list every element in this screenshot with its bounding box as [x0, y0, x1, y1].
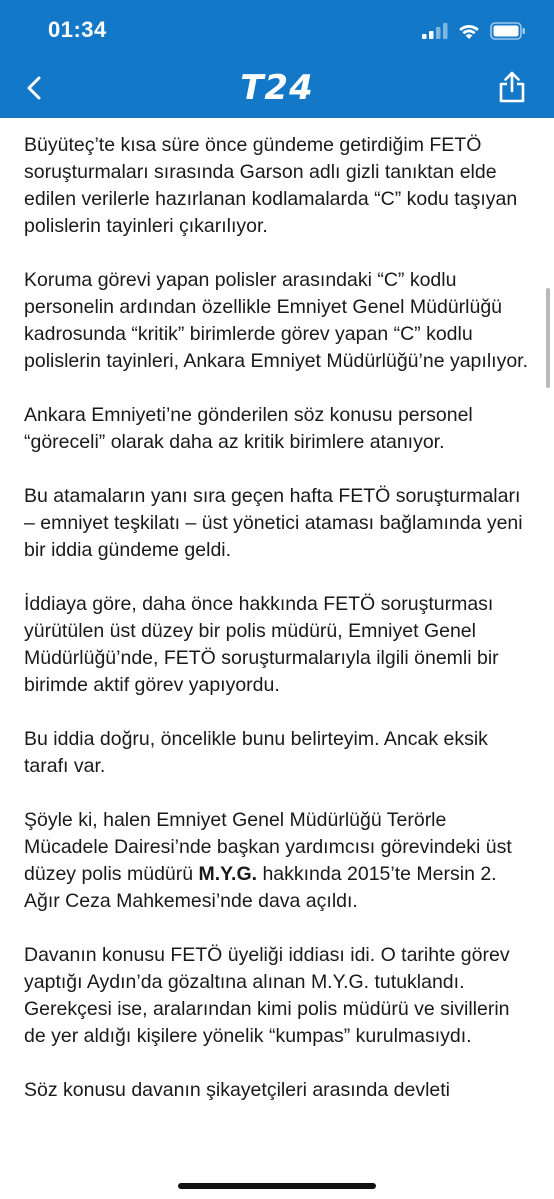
article-paragraph: Bu atamaların yanı sıra geçen hafta FETÖ soruşturmaları – emniyet teşkilatı – üst yönetici ataması bağlamında yeni bir iddia gündeme geldi. — [24, 485, 523, 561]
scroll-indicator[interactable] — [546, 288, 550, 388]
cellular-signal-icon — [422, 23, 448, 39]
site-logo[interactable]: T24 — [240, 68, 314, 108]
article-paragraph: Koruma görevi yapan polisler arasındaki “C” kodlu personelin ardından özellikle Emniyet Genel Müdürlüğü kadrosunda “kritik” birimlerde görev yapan “C” kodlu polislerin tayinleri, Ankara Emniyet Müdürlüğü’ne yapılıyor. — [24, 269, 529, 372]
app-header — [0, 0, 554, 118]
wifi-icon — [457, 22, 481, 40]
battery-icon — [490, 22, 526, 40]
article-paragraph: Söz konusu davanın şikayetçileri arasında devleti — [24, 1079, 450, 1101]
article-paragraph: Davanın konusu FETÖ üyeliği iddiası idi. O tarihte görev yaptığı Aydın’da gözaltına alınan M.Y.G. tutuklandı. Gerekçesi ise, aralarından kimi polis müdürü ve sivillerin de yer aldığı kişilere yönelik “kumpas” kurulmasıydı. — [24, 944, 510, 1047]
status-time: 01:34 — [48, 17, 107, 42]
article-paragraph: İddiaya göre, daha önce hakkında FETÖ soruşturması yürütülen üst düzey bir polis müdürü, Emniyet Genel Müdürlüğü’nde, FETÖ soruşturmalarıyla ilgili önemli bir birimde aktif görev yapıyordu. — [24, 593, 499, 696]
status-bar — [0, 0, 554, 60]
article-paragraph — [24, 807, 534, 915]
share-icon — [498, 71, 526, 103]
article-paragraph: Büyüteç’te kısa süre önce gündeme getirdiğim FETÖ soruşturmaları sırasında Garson adlı gizli tanıktan elde edilen verilerle hazırlanan kodlamalarda “C” kodu taşıyan polislerin tayinleri çıkarılıyor. — [24, 134, 518, 237]
nav-bar — [0, 60, 554, 118]
bold-initials: M.Y.G. — [198, 863, 258, 885]
status-icons — [422, 20, 526, 42]
paragraph-text: Şöyle ki, halen Emniyet Genel Müdürlüğü Terörle Mücadele Dairesi’nde başkan yardımcısı görevindeki üst düzey polis müdürü — [24, 809, 512, 885]
article-paragraph: Ankara Emniyeti’ne gönderilen söz konusu personel “göreceli” olarak daha az kritik birimlere atanıyor. — [24, 404, 473, 453]
article-body — [24, 132, 534, 1199]
home-indicator[interactable] — [178, 1183, 376, 1189]
article-paragraph: Bu iddia doğru, öncelikle bunu belirteyim. Ancak eksik tarafı var. — [24, 728, 488, 777]
paragraph-text: hakkında 2015’te Mersin 2. Ağır Ceza Mahkemesi’nde dava açıldı. — [24, 863, 497, 912]
share-button[interactable] — [492, 66, 532, 108]
